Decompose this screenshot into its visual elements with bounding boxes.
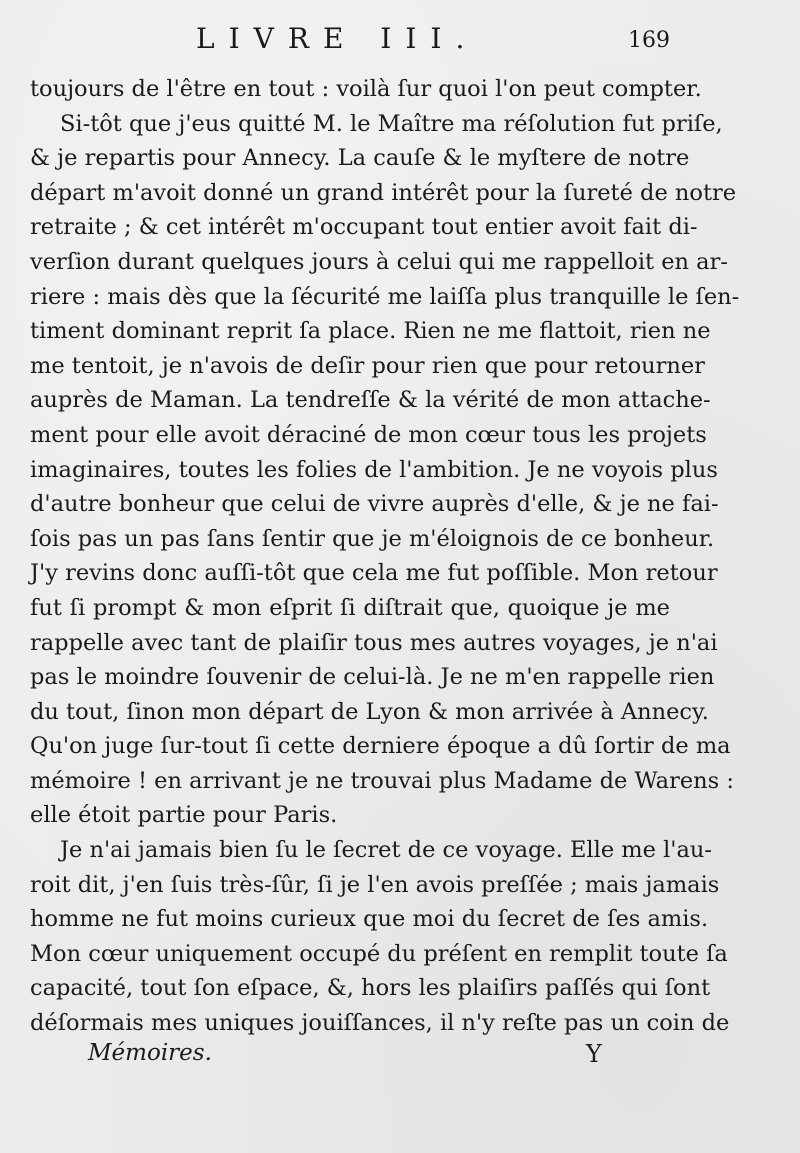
text-line: me tentoit, je n'avois de deſir pour rien que pour retourner	[30, 352, 705, 379]
text-line: & je repartis pour Annecy. La cauſe & le myſtere de notre	[30, 145, 690, 172]
text-line: mémoire ! en arrivant je ne trouvai plus Madame de Warens :	[30, 767, 734, 794]
text-line: roit dit, j'en ſuis très-ſûr, ſi je l'en avois preſſée ; mais jamais	[30, 871, 720, 898]
text-line: imaginaires, toutes les folies de l'ambition. Je ne voyois plus	[30, 456, 718, 483]
text-line: d'autre bonheur que celui de vivre auprès d'elle, & je ne fai-	[30, 491, 719, 518]
text-line: ment pour elle avoit déraciné de mon cœur tous les projets	[30, 421, 707, 448]
text-line: auprès de Maman. La tendreſſe & la vérité de mon attache-	[30, 387, 711, 414]
text-line: riere : mais dès que la ſécurité me laiſſa plus tranquille le ſen-	[30, 283, 740, 310]
text-line: Mon cœur uniquement occupé du préſent en remplit toute ſa	[30, 940, 728, 967]
catchword-title: Mémoires.	[88, 1040, 212, 1066]
text-line: Qu'on juge ſur-tout ſi cette derniere époque a dû ſortir de ma	[30, 733, 731, 760]
text-line: homme ne fut moins curieux que moi du ſecret de ſes amis.	[30, 906, 709, 933]
text-line: elle étoit partie pour Paris.	[30, 802, 338, 829]
text-line: J'y revins donc auſſi-tôt que cela me fut poſſible. Mon retour	[30, 560, 718, 587]
text-line: Je n'ai jamais bien ſu le ſecret de ce voyage. Elle me l'au-	[60, 837, 712, 864]
running-head: LIVRE III.	[196, 22, 479, 55]
text-line: départ m'avoit donné un grand intérêt pour la ſureté de notre	[30, 179, 737, 206]
text-line: toujours de l'être en tout : voilà ſur quoi l'on peut compter.	[30, 76, 702, 102]
text-line: ſois pas un pas ſans ſentir que je m'éloignois de ce bonheur.	[30, 525, 715, 552]
text-line: du tout, ſinon mon départ de Lyon & mon arrivée à Annecy.	[30, 698, 709, 725]
body-text	[30, 72, 740, 1041]
text-line: verſion durant quelques jours à celui qui me rappelloit en ar-	[30, 248, 728, 275]
page-number: 169	[628, 28, 670, 53]
text-line: Si-tôt que j'eus quitté M. le Maître ma réſolution fut priſe,	[60, 110, 723, 137]
text-line: fut ſi prompt & mon eſprit ſi diſtrait que, quoique je me	[30, 594, 670, 621]
signature-mark: Y	[586, 1040, 602, 1068]
text-line: timent dominant reprit ſa place. Rien ne me flattoit, rien ne	[30, 318, 711, 345]
text-line: capacité, tout ſon eſpace, &, hors les plaiſirs paſſés qui ſont	[30, 975, 711, 1002]
text-line: rappelle avec tant de plaiſir tous mes autres voyages, je n'ai	[30, 629, 718, 656]
text-line: déſormais mes uniques jouiſſances, il n'y reſte pas un coin de	[30, 1010, 730, 1037]
text-line: retraite ; & cet intérêt m'occupant tout entier avoit fait di-	[30, 214, 698, 241]
text-line: pas le moindre ſouvenir de celui-là. Je ne m'en rappelle rien	[30, 664, 715, 691]
